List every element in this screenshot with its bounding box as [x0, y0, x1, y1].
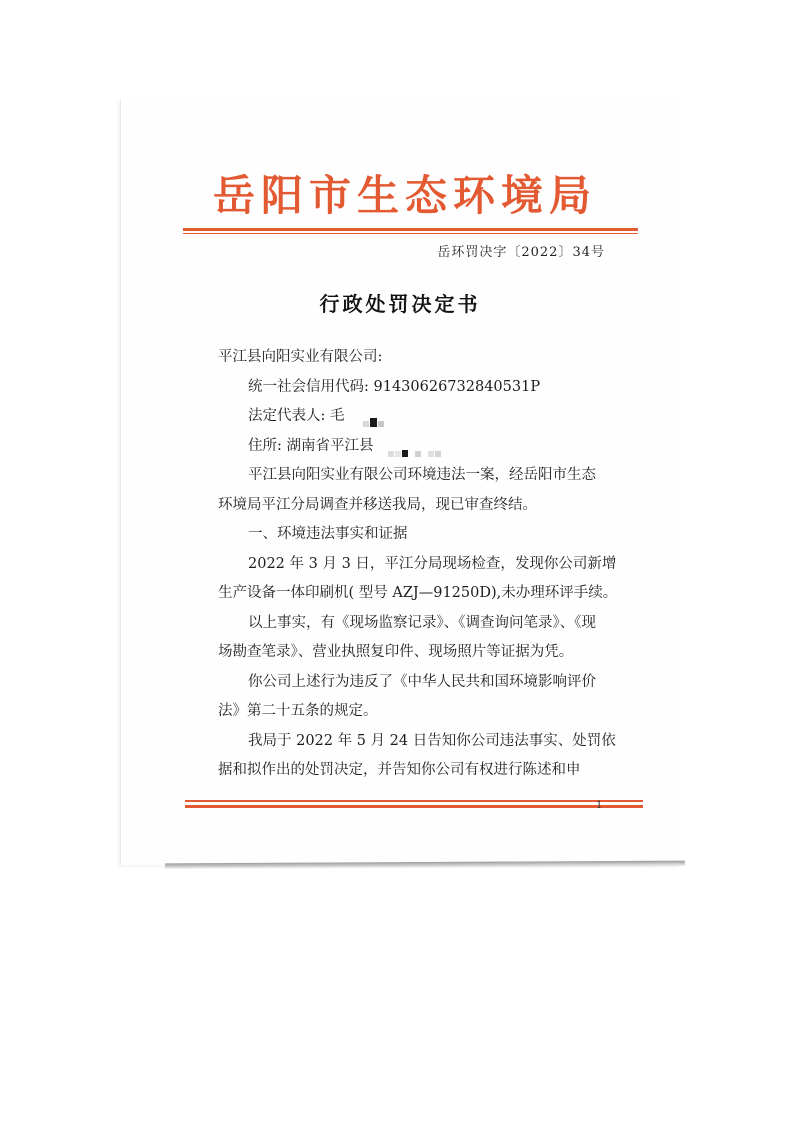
- document-body: [218, 343, 618, 786]
- credit-code-line: 统一社会信用代码: 91430626732840531P: [248, 378, 541, 395]
- document-number: 岳环罚决字〔2022〕34号: [437, 245, 605, 260]
- redaction-mosaic: [349, 409, 385, 423]
- paragraph-line: 我局于 2022 年 5 月 24 日告知你公司违法事实、处罚依: [248, 732, 616, 749]
- paragraph-line: 2022 年 3 月 3 日，平江分局现场检查，发现你公司新增: [248, 555, 617, 572]
- paragraph-line: 场勘查笔录》、营业执照复印件、现场照片等证据为凭。: [218, 644, 574, 660]
- paragraph-line: 以上事实，有《现场监察记录》、《调查询问笔录》、《现: [248, 614, 596, 631]
- agency-name: 岳阳市生态环境局: [212, 171, 597, 220]
- header-rule-thin: [183, 233, 638, 234]
- footer-rule-thin: [185, 800, 643, 802]
- page-number: 1: [596, 800, 603, 811]
- paragraph-line: 你公司上述行为违反了《中华人民共和国环境影响评价: [248, 673, 596, 690]
- footer-rule-thick: [185, 805, 643, 808]
- legal-rep-line: [218, 402, 618, 432]
- paragraph-line: 法》第二十五条的规定。: [218, 703, 378, 719]
- paragraph-line: 平江县向阳实业有限公司环境违法一案，经岳阳市生态: [248, 467, 596, 483]
- document-title: 行政处罚决定书: [319, 292, 481, 316]
- address-line: [218, 432, 618, 462]
- paragraph-line: 据和拟作出的处罚决定，并告知你公司有权进行陈述和申: [218, 762, 581, 778]
- paragraph-line: 环境局平江分局调查并移送我局，现已审查终结。: [218, 496, 537, 513]
- recipient-line: 平江县向阳实业有限公司:: [218, 349, 383, 365]
- redaction-mosaic: [378, 439, 442, 453]
- header-rule-thick: [183, 228, 638, 231]
- paragraph-line: 生产设备一体印刷机( 型号 AZJ—91250D),未办理环评手续。: [218, 585, 618, 601]
- address-text: 住所: 湖南省平江县: [248, 437, 374, 454]
- section-heading: 一、环境违法事实和证据: [248, 526, 408, 542]
- legal-rep-text: 法定代表人: 毛: [248, 408, 345, 424]
